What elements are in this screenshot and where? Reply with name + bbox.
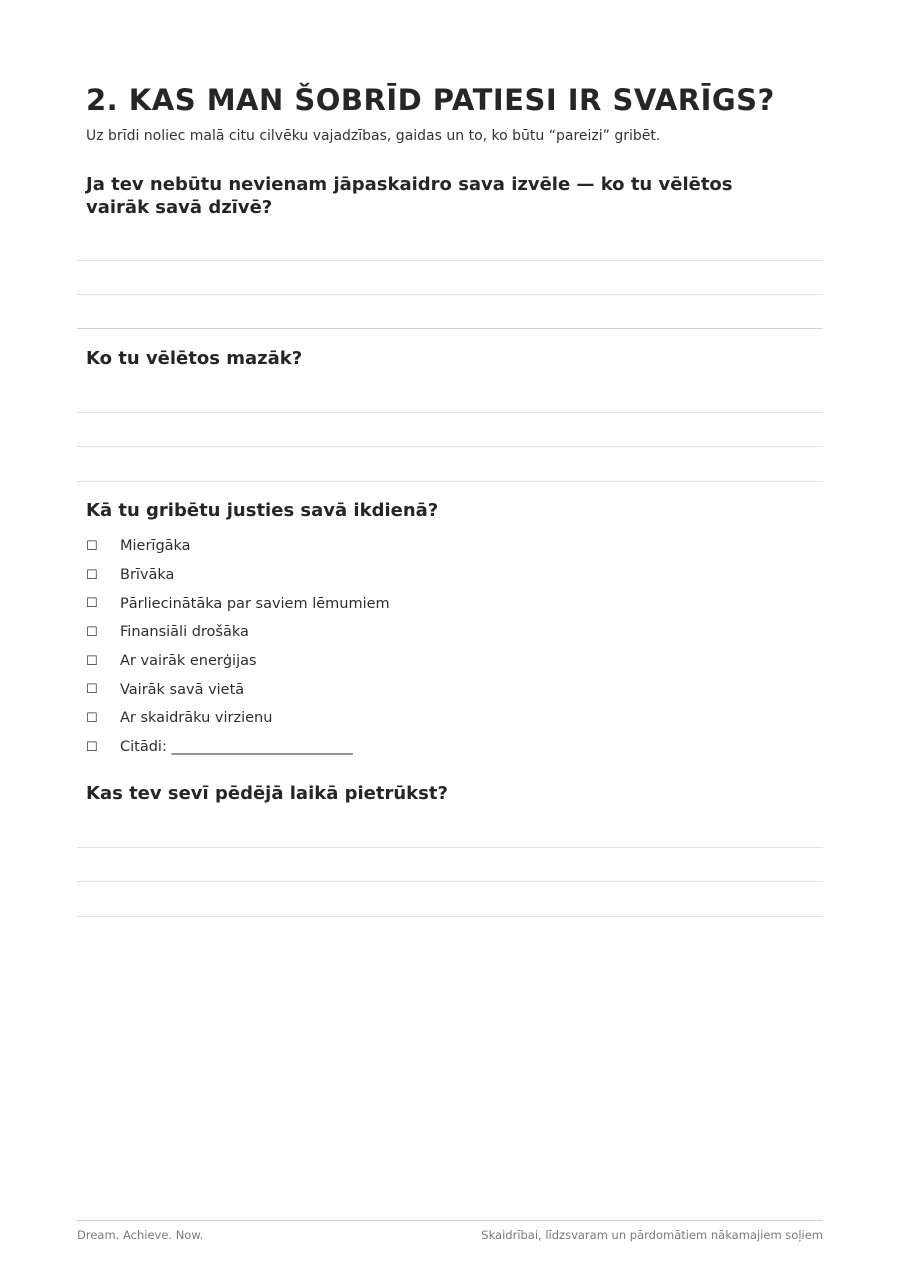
checkbox-icon[interactable]: ☐ — [86, 739, 98, 755]
answer-line[interactable] — [77, 446, 823, 447]
page-title: 2. KAS MAN ŠOBRĪD PATIESI IR SVARĪGS? — [86, 83, 775, 117]
checkbox-icon[interactable]: ☐ — [86, 624, 98, 640]
footer-divider — [77, 1220, 823, 1221]
question-less-in-life: Ko tu vēlētos mazāk? — [86, 348, 303, 369]
footer-brand: Dream. Achieve. Now. — [77, 1228, 204, 1242]
answer-line[interactable] — [77, 881, 823, 882]
page-subtitle: Uz brīdi noliec malā citu cilvēku vajadzības, gaidas un to, ko būtu “pareizi” gribēt. — [86, 128, 661, 144]
checklist-item-other[interactable] — [86, 733, 390, 762]
question-more-in-life: Ja tev nebūtu nevienam jāpaskaidro sava izvēle — ko tu vēlētos vairāk savā dzīvē? — [86, 174, 733, 218]
checklist-item-label: Ar vairāk enerģijas — [120, 653, 257, 670]
checklist-item-label: Finansiāli drošāka — [120, 624, 249, 641]
checklist-item[interactable] — [86, 675, 390, 704]
checklist-item-label: Mierīgāka — [120, 538, 191, 555]
answer-line[interactable] — [77, 260, 823, 261]
answer-line[interactable] — [77, 481, 823, 482]
checklist-item-label: Pārliecinātāka par saviem lēmumiem — [120, 595, 390, 612]
checklist-item[interactable] — [86, 704, 390, 733]
checkbox-icon[interactable]: ☐ — [86, 710, 98, 726]
question-what-is-missing: Kas tev sevī pēdējā laikā pietrūkst? — [86, 783, 448, 804]
checklist-item-label: Ar skaidrāku virzienu — [120, 710, 273, 727]
checkbox-icon[interactable]: ☐ — [86, 596, 98, 612]
footer-tagline: Skaidrībai, līdzsvaram un pārdomātiem nākamajiem soļiem — [481, 1228, 823, 1242]
checkbox-icon[interactable]: ☐ — [86, 538, 98, 554]
feeling-checklist — [86, 532, 390, 762]
answer-line[interactable] — [77, 328, 823, 329]
checklist-item-label: Brīvāka — [120, 567, 175, 584]
checklist-item[interactable] — [86, 532, 390, 561]
checklist-item[interactable] — [86, 589, 390, 618]
checklist-item[interactable] — [86, 618, 390, 647]
answer-line[interactable] — [77, 412, 823, 413]
answer-line[interactable] — [77, 916, 823, 917]
question-daily-feeling: Kā tu gribētu justies savā ikdienā? — [86, 500, 439, 521]
answer-line[interactable] — [77, 294, 823, 295]
checklist-item[interactable] — [86, 647, 390, 676]
checkbox-icon[interactable]: ☐ — [86, 682, 98, 698]
checkbox-icon[interactable]: ☐ — [86, 567, 98, 583]
checkbox-icon[interactable]: ☐ — [86, 653, 98, 669]
checklist-item-label: Citādi: _________________________ — [120, 739, 353, 756]
checklist-item-label: Vairāk savā vietā — [120, 681, 245, 698]
answer-line[interactable] — [77, 847, 823, 848]
checklist-item[interactable] — [86, 561, 390, 590]
